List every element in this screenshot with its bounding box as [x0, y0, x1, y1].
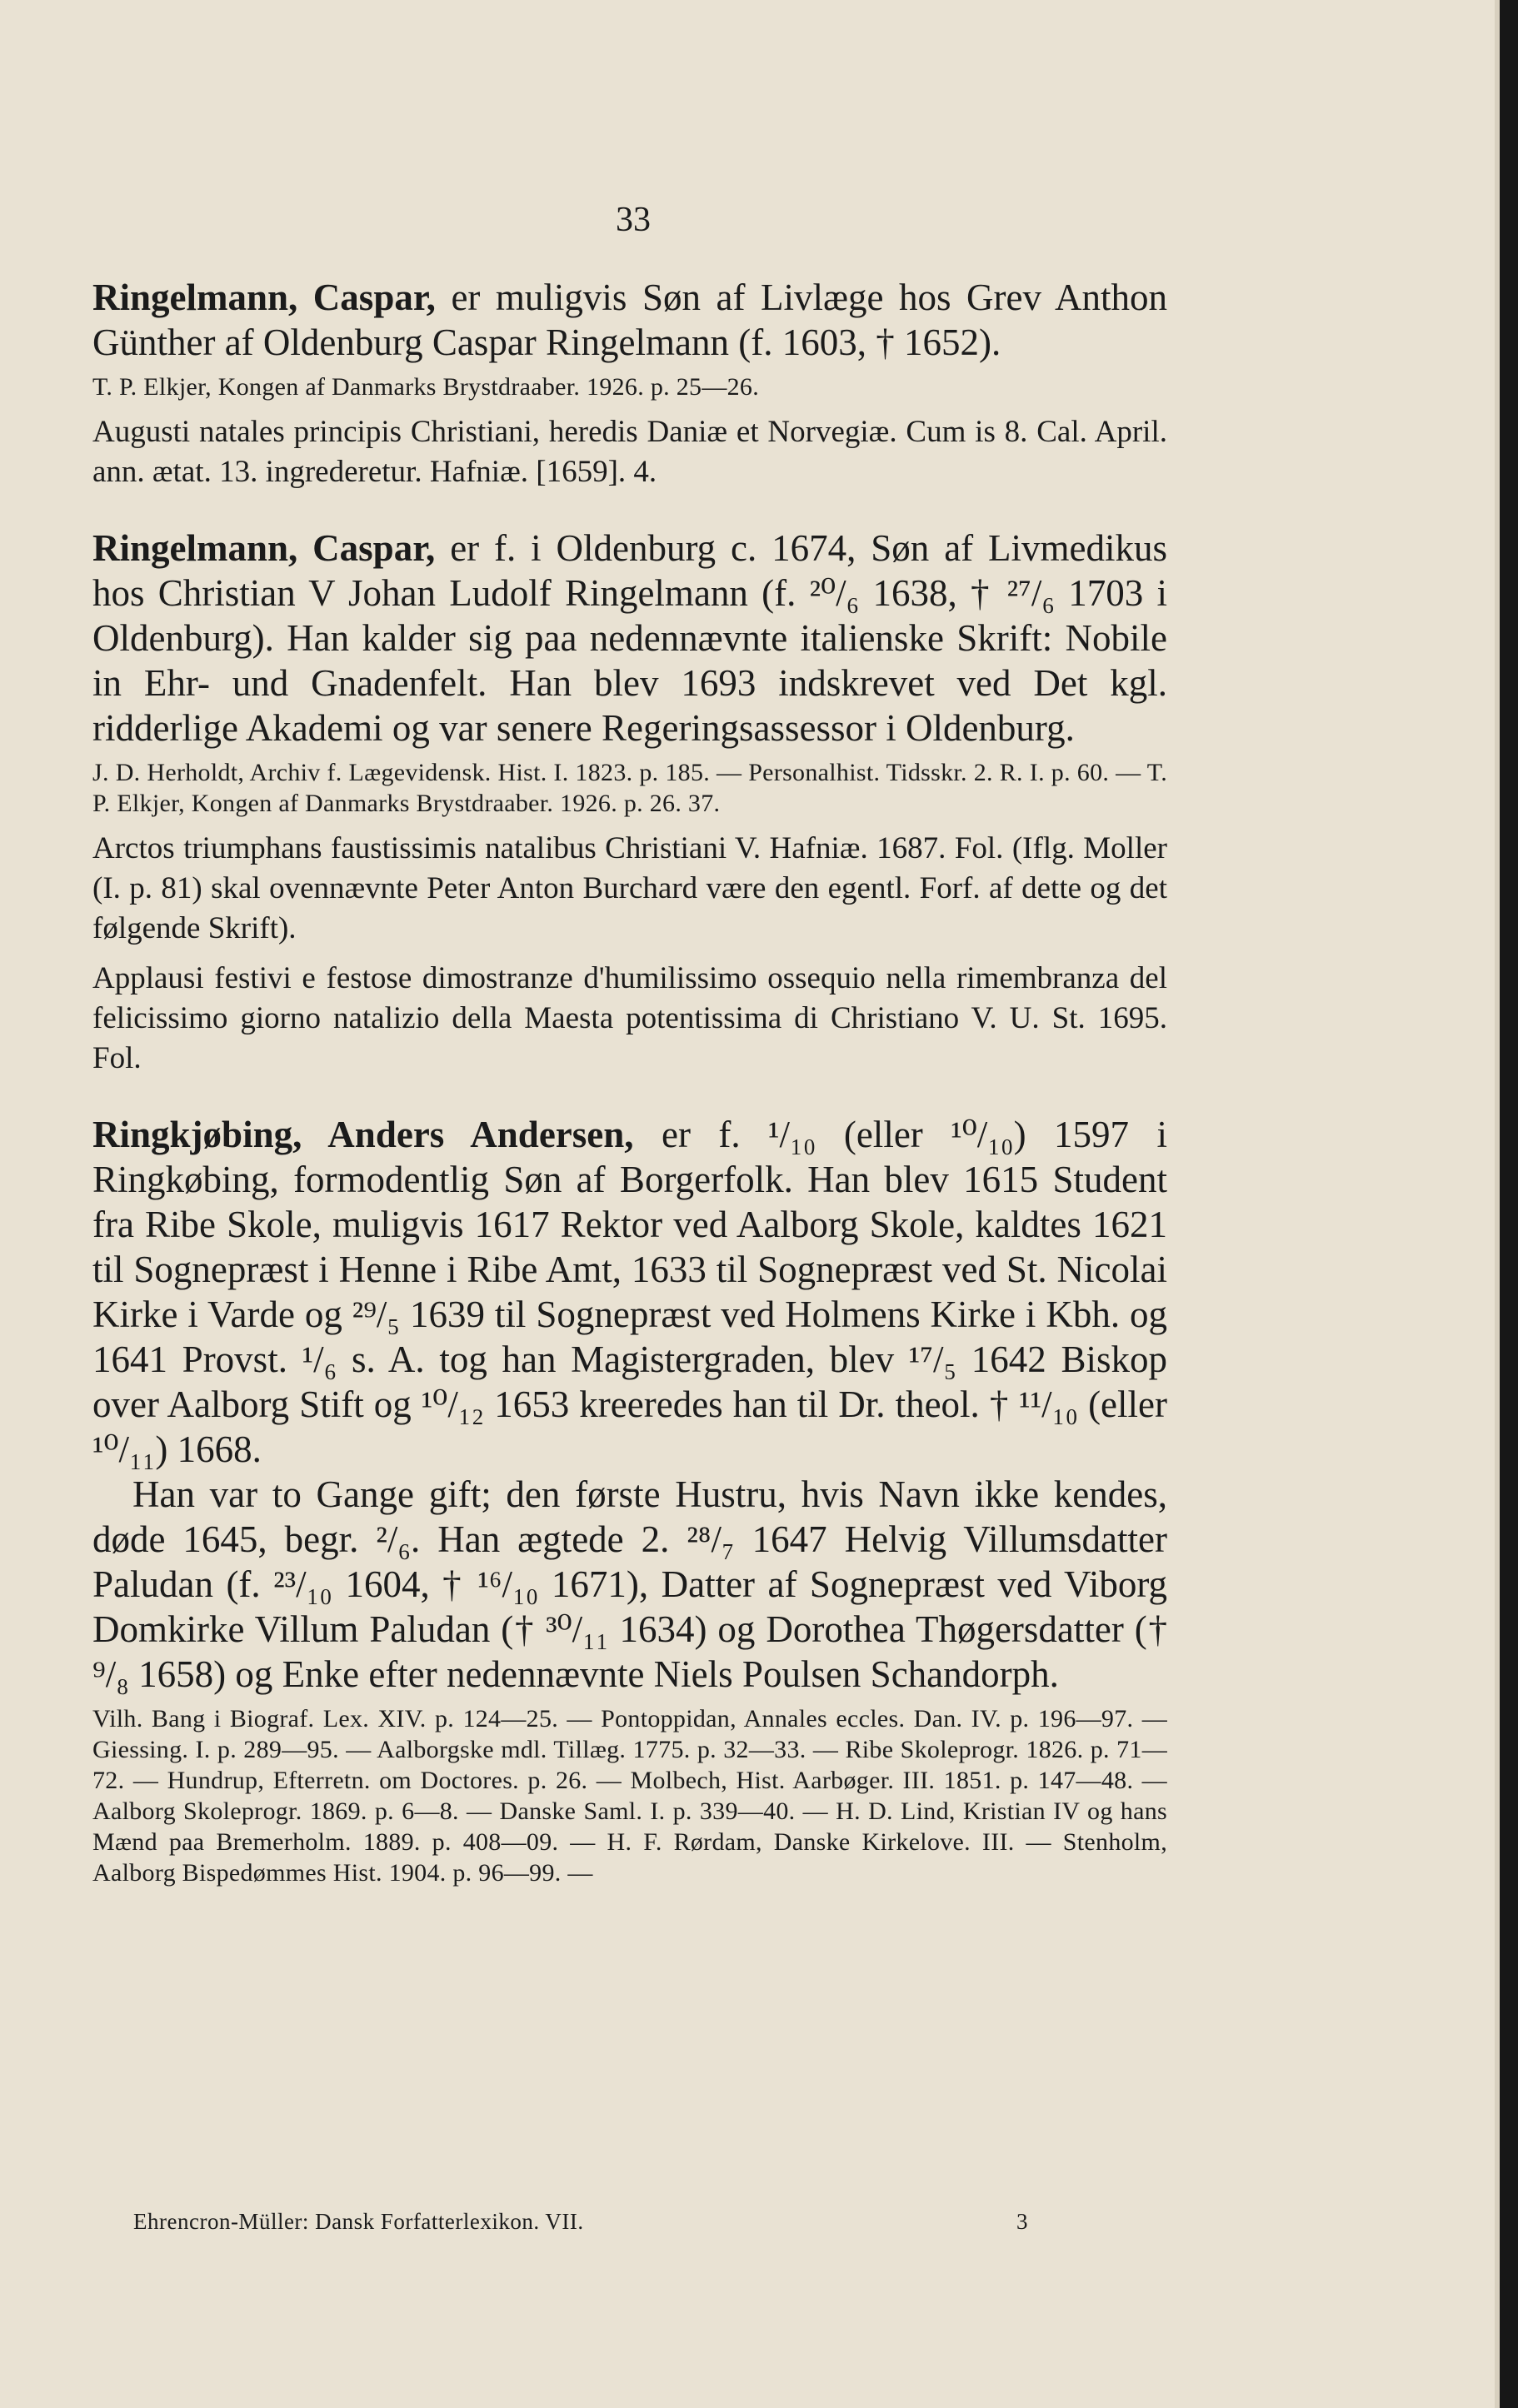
entry-references: J. D. Herholdt, Archiv f. Lægevidensk. Hist. I. 1823. p. 185. — Personalhist. Tidsskr. 2. R. I. p. 60. — T. P. Elkjer, Kongen af Danmarks Brystdraaber. 1926. p. 26. 37. — [92, 759, 1167, 817]
footer-signature: 3 — [1016, 2209, 1028, 2234]
entry-headword: Ringkjøbing, Anders Andersen, — [92, 1114, 634, 1155]
entry-text: er f. i Oldenburg c. 1674, Søn af Livmedikus hos Christian V Johan Ludolf Ringelmann (f. ²⁰/₆ 1638, † ²⁷/₆ 1703 i Oldenburg). Han kalder sig paa nedennævnte italienske Skrift: Nobile in Ehr- und Gnadenfelt. Han blev 1693 indskrevet ved Det kgl. ridderlige Akademi og var senere Regeringsassessor i Oldenburg. — [92, 527, 1168, 749]
page-footer — [133, 2209, 1050, 2235]
entry-references: T. P. Elkjer, Kongen af Danmarks Brystdraaber. 1926. p. 25—26. — [92, 373, 760, 401]
entry-headword: Ringelmann, Caspar, — [92, 527, 436, 569]
page-content — [92, 275, 1167, 1897]
page-number: 33 — [616, 201, 651, 239]
entry-ringelmann-caspar-2 — [92, 526, 1167, 750]
entry-text: er f. ¹/₁₀ (eller ¹⁰/₁₀) 1597 i Ringkøbing, formodentlig Søn af Borgerfolk. Han blev 1615 Student fra Ribe Skole, muligvis 1617 Rektor ved Aalborg Skole, kaldtes 1621 til Sognepræst i Henne i Ribe Amt, 1633 til Sognepræst ved St. Nicolai Kirke i Varde og ²⁹/₅ 1639 til Sognepræst ved Holmens Kirke i Kbh. og 1641 Provst. ¹/₆ s. A. tog han Magistergraden, blev ¹⁷/₅ 1642 Biskop over Aalborg Stift og ¹⁰/₁₂ 1653 kreeredes han til Dr. theol. † ¹¹/₁₀ (eller ¹⁰/₁₁) 1668. — [92, 1114, 1167, 1470]
work-title: Applausi festivi e festose dimostranze d'humilissimo ossequio nella rimembranza del felicissimo giorno natalizio della Maesta potentissima di Christiano V. U. St. 1695. Fol. — [92, 961, 1167, 1075]
entry-ringelmann-caspar-1 — [92, 275, 1167, 365]
entry-headword: Ringelmann, Caspar, — [92, 277, 436, 318]
footer-title: Ehrencron-Müller: Dansk Forfatterlexikon. VII. — [133, 2209, 584, 2234]
work-title: Augusti natales principis Christiani, heredis Daniæ et Norvegiæ. Cum is 8. Cal. April. ann. ætat. 13. ingrederetur. Hafniæ. [1659]. 4. — [92, 415, 1167, 489]
entry-ringkjobing-anders — [92, 1112, 1167, 1472]
entry-text: er muligvis Søn af Livlæge hos Grev Anthon Günther af Oldenburg Caspar Ringelmann (f. 1603, † 1652). — [92, 277, 1167, 363]
entry-paragraph: Han var to Gange gift; den første Hustru, hvis Navn ikke kendes, døde 1645, begr. ²/₆. Han ægtede 2. ²⁸/₇ 1647 Helvig Villumsdatter Paludan (f. ²³/₁₀ 1604, † ¹⁶/₁₀ 1671), Datter af Sognepræst ved Viborg Domkirke Villum Paludan († ³⁰/₁₁ 1634) og Dorothea Thøgersdatter († ⁹/₈ 1658) og Enke efter nedennævnte Niels Poulsen Schandorph. — [92, 1473, 1167, 1695]
entry-references: Vilh. Bang i Biograf. Lex. XIV. p. 124—25. — Pontoppidan, Annales eccles. Dan. IV. p. 196—97. — Giessing. I. p. 289—95. — Aalborgske mdl. Tillæg. 1775. p. 32—33. — Ribe Skoleprogr. 1826. p. 71—72. — Hundrup, Efterretn. om Doctores. p. 26. — Molbech, Hist. Aarbøger. III. 1851. p. 147—48. — Aalborg Skoleprogr. 1869. p. 6—8. — Danske Saml. I. p. 339—40. — H. D. Lind, Kristian IV og hans Mænd paa Bremerholm. 1889. p. 408—09. — H. F. Rørdam, Danske Kirkelove. III. — Stenholm, Aalborg Bispedømmes Hist. 1904. p. 96—99. — — [92, 1705, 1167, 1887]
work-title: Arctos triumphans faustissimis natalibus Christiani V. Hafniæ. 1687. Fol. (Iflg. Moller (I. p. 81) skal ovennævnte Peter Anton Burchard være den egentl. Forf. af dette og det følgende Skrift). — [92, 831, 1167, 945]
